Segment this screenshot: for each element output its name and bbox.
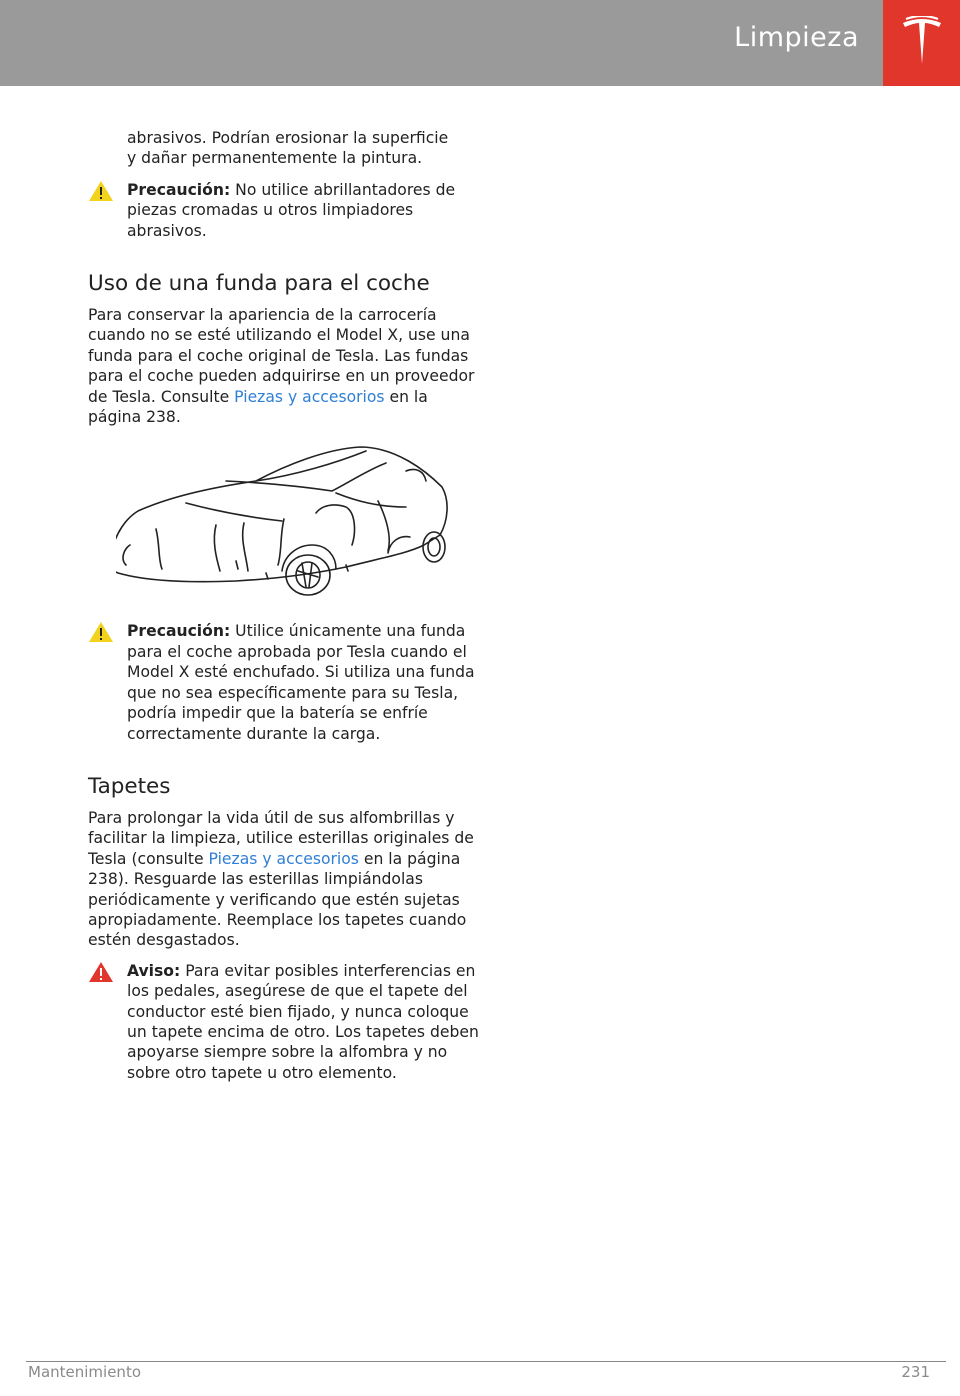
warning-text (127, 961, 483, 1083)
caution-triangle-icon (88, 180, 114, 202)
caution-text (127, 180, 483, 241)
caution-note-cover (88, 621, 483, 743)
paragraph-floor-mats (88, 808, 483, 951)
car-cover-illustration (116, 441, 456, 601)
footer-divider (26, 1361, 946, 1362)
main-column (88, 128, 483, 1083)
intro-line-1: abrasivos. Podrían erosionar la superficie (127, 129, 449, 147)
link-parts-accessories[interactable]: Piezas y accesorios (208, 849, 359, 868)
mats-text: Para prolongar la vida útil de sus alfombrillas y facilitar la limpieza, utilice esterillas originales de Tesla (consulte (88, 808, 474, 868)
intro-continuation (88, 128, 483, 169)
page-number: 231 (901, 1363, 930, 1381)
caution-body: No utilice abrillantadores de piezas cromadas u otros limpiadores abrasivos. (127, 180, 456, 240)
caution-body: Utilice únicamente una funda para el coche aprobada por Tesla cuando el Model X esté enchufado. Si utiliza una funda que no sea específicamente para su Tesla, podría impedir que la batería se enfríe correctamente durante la carga. (127, 622, 475, 743)
caution-note-chrome (88, 180, 483, 241)
caution-triangle-icon (88, 621, 114, 643)
intro-line-2: y dañar permanentemente la pintura. (127, 149, 423, 168)
link-parts-accessories[interactable]: Piezas y accesorios (234, 387, 385, 406)
warning-body: Para evitar posibles interferencias en los pedales, asegúrese de que el tapete del conductor esté bien fijado, y nunca coloque un tapete encima de otro. Los tapetes deben apoyarse siempre sobre la alfombra y no sobre otro tapete u otro elemento. (127, 961, 479, 1082)
footer-section: Mantenimiento (28, 1363, 141, 1381)
heading-car-cover: Uso de una funda para el coche (88, 271, 430, 297)
heading-floor-mats: Tapetes (88, 773, 171, 799)
warning-triangle-icon (88, 961, 114, 983)
caution-label: Precaución: (127, 180, 231, 199)
page-header (0, 0, 883, 86)
car-cover-text-end: en la página 238. (88, 387, 428, 427)
tesla-logo-icon (901, 16, 943, 68)
brand-block (883, 0, 960, 86)
warning-label: Aviso: (127, 961, 181, 980)
paragraph-car-cover (88, 305, 483, 427)
caution-text (127, 621, 483, 743)
warning-note-mats (88, 961, 483, 1083)
page-title: Limpieza (734, 22, 859, 53)
car-cover-text: Para conservar la apariencia de la carrocería cuando no se esté utilizando el Model X, use una funda para el coche original de Tesla. Las fundas para el coche pueden adquirirse en un proveedor de Tesla. Consulte (88, 306, 475, 406)
caution-label: Precaución: (127, 622, 231, 641)
mats-text-end: en la página 238). Resguarde las esterillas limpiándolas periódicamente y verificando que estén sujetas apropiadamente. Reemplace los tapetes cuando estén desgastados. (88, 849, 467, 950)
